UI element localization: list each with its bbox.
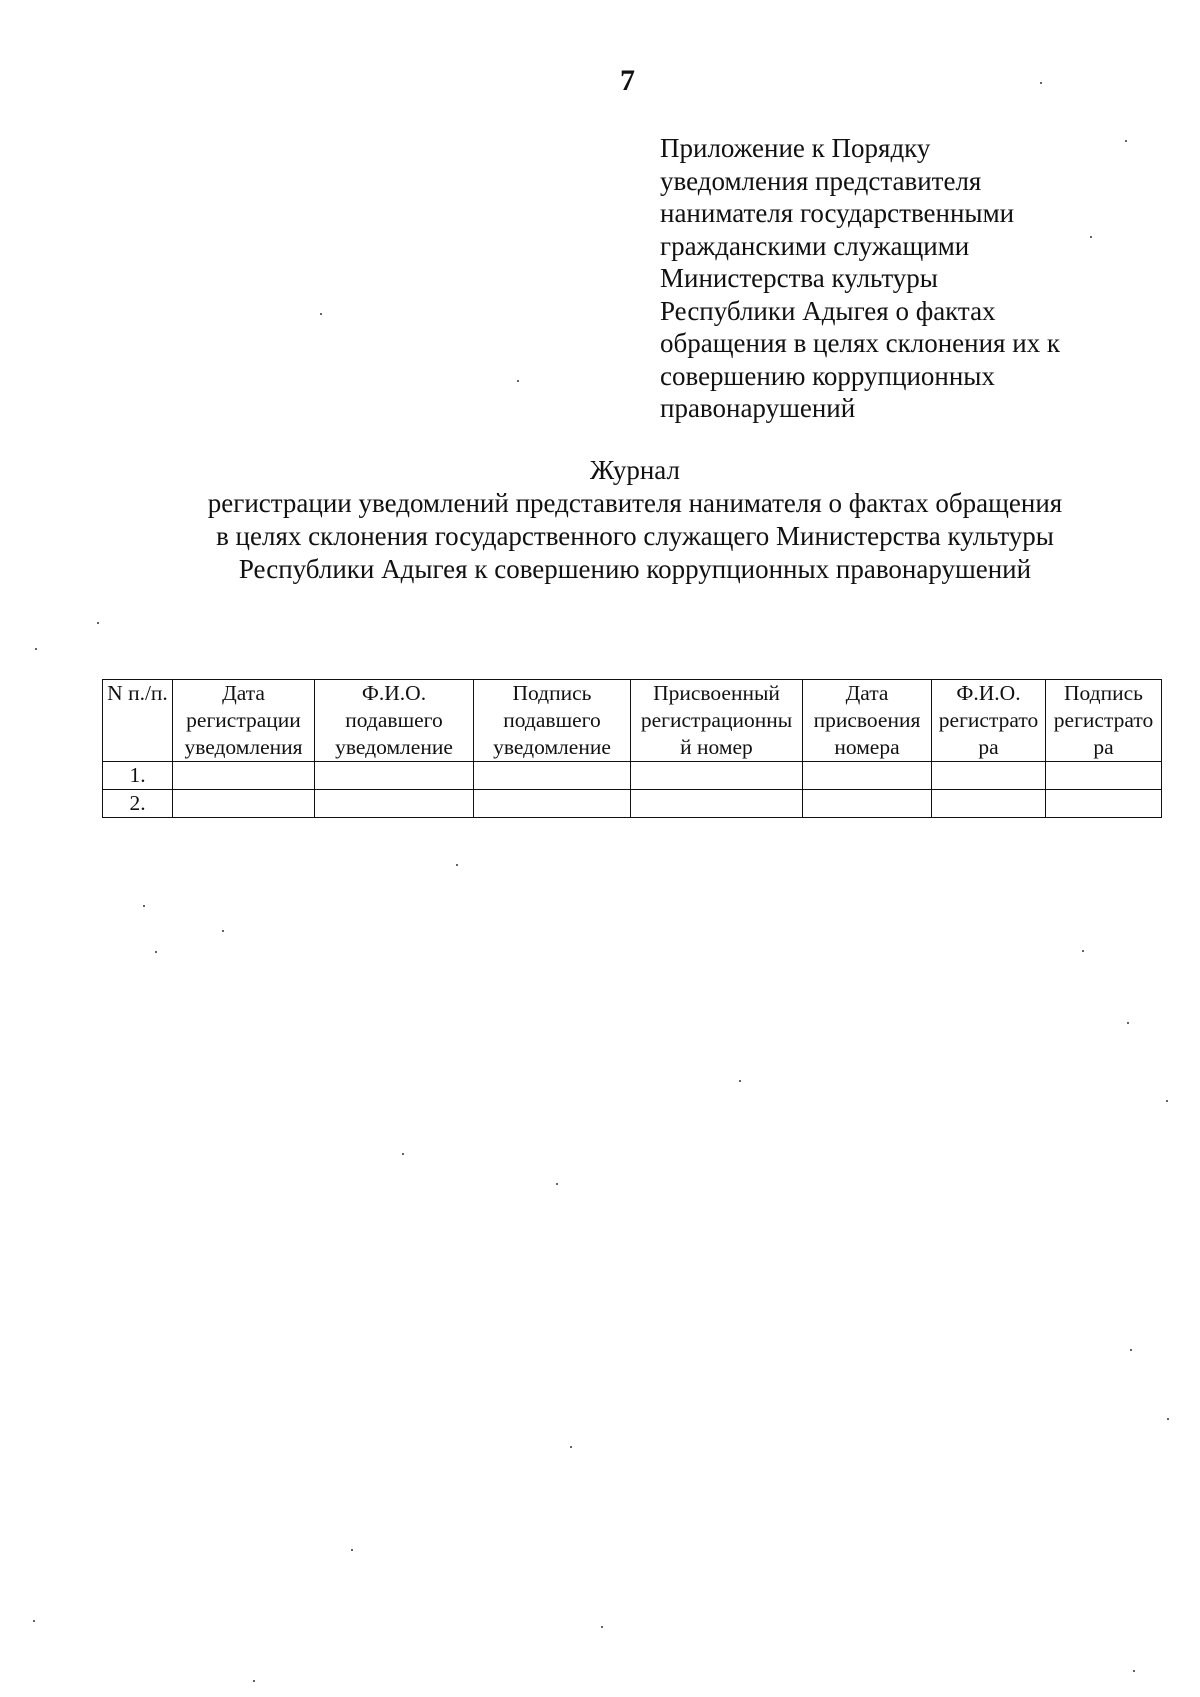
table-cell: [173, 762, 315, 790]
appendix-line: правонарушений: [660, 393, 856, 423]
column-header-submitter-signature: Подпись подавшего уведомление: [474, 680, 631, 762]
column-header-submitter-name: Ф.И.О. подавшего уведомление: [315, 680, 474, 762]
table-cell: [173, 790, 315, 818]
appendix-line: гражданскими служащими: [660, 230, 970, 261]
journal-heading: Журнал: [589, 455, 681, 485]
table-cell: [474, 790, 631, 818]
appendix-line: совершению коррупционных: [660, 360, 995, 391]
journal-subtitle-line: Республики Адыгея к совершению коррупционных правонарушений: [238, 554, 1032, 584]
journal-subtitle-line: в целях склонения государственного служащего Министерства культуры: [216, 521, 1054, 551]
registration-table: [102, 679, 1162, 818]
column-header-registrar-name: Ф.И.О. регистрато ра: [932, 680, 1046, 762]
table-cell: [803, 762, 932, 790]
column-header-registrar-signature: Подпись регистрато ра: [1046, 680, 1162, 762]
appendix-line: уведомления представителя: [660, 165, 982, 196]
table-cell-number: 1.: [103, 762, 173, 790]
table-cell: [315, 762, 474, 790]
appendix-line: Республики Адыгея о фактах: [660, 295, 996, 326]
table-cell: [631, 762, 803, 790]
appendix-line: нанимателя государственными: [660, 198, 1015, 228]
table-row: [103, 762, 1162, 790]
table-cell: [803, 790, 932, 818]
appendix-note: [660, 132, 1120, 425]
column-header-assigned-number: Присвоенный регистрационны й номер: [631, 680, 803, 762]
table-cell: [932, 790, 1046, 818]
appendix-line: обращения в целях склонения их к: [660, 328, 1061, 358]
table-header-row: [103, 680, 1162, 762]
journal-subtitle-line: регистрации уведомлений представителя нанимателя о фактах обращения: [207, 488, 1063, 518]
column-header-number: N п./п.: [103, 680, 173, 762]
table-cell: [474, 762, 631, 790]
table-cell: [932, 762, 1046, 790]
table-cell-number: 2.: [103, 790, 173, 818]
table-cell: [315, 790, 474, 818]
journal-title: [0, 454, 1200, 586]
page-number: 7: [620, 64, 635, 97]
appendix-line: Приложение к Порядку: [660, 133, 931, 163]
table-cell: [1046, 790, 1162, 818]
appendix-line: Министерства культуры: [660, 263, 938, 293]
table-cell: [631, 790, 803, 818]
table-cell: [1046, 762, 1162, 790]
column-header-assignment-date: Дата присвоения номера: [803, 680, 932, 762]
column-header-registration-date: Дата регистрации уведомления: [173, 680, 315, 762]
table-row: [103, 790, 1162, 818]
